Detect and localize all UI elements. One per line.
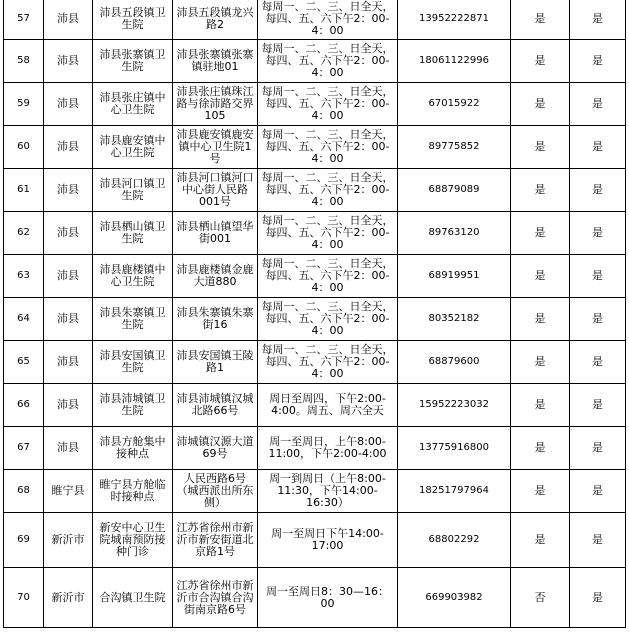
status-cell-a: 是 [511, 384, 570, 427]
status-cell-a: 是 [511, 298, 570, 341]
phone-cell: 68879089 [398, 169, 511, 212]
status-cell-b: 是 [570, 255, 626, 298]
site-name-cell: 沛县朱寨镇卫生院 [93, 298, 173, 341]
row-number-cell: 67 [4, 427, 44, 470]
site-name-cell: 沛县河口镇卫生院 [93, 169, 173, 212]
table-row [4, 126, 626, 169]
status-cell-b: 是 [570, 0, 626, 40]
status-cell-b: 是 [570, 427, 626, 470]
table-row [4, 341, 626, 384]
site-name-cell: 沛县张庄镇中心卫生院 [93, 83, 173, 126]
status-cell-b: 是 [570, 212, 626, 255]
table-row [4, 83, 626, 126]
address-cell: 沛县张寨镇张寨镇驻地01 [173, 40, 258, 83]
phone-cell: 669903982 [398, 568, 511, 628]
site-name-cell: 合沟镇卫生院 [93, 568, 173, 628]
status-cell-b: 是 [570, 169, 626, 212]
phone-cell: 13775916800 [398, 427, 511, 470]
address-cell: 沛县安国镇王陵路1 [173, 341, 258, 384]
county-cell: 沛县 [44, 169, 93, 212]
status-cell-a: 是 [511, 126, 570, 169]
status-cell-a: 是 [511, 40, 570, 83]
county-cell: 沛县 [44, 427, 93, 470]
phone-cell: 68919951 [398, 255, 511, 298]
phone-cell: 89775852 [398, 126, 511, 169]
hours-cell: 周一至周日，上午8:00-11:00，下午2:00-4:00 [258, 427, 398, 470]
phone-cell: 67015922 [398, 83, 511, 126]
phone-cell: 80352182 [398, 298, 511, 341]
county-cell: 沛县 [44, 255, 93, 298]
status-cell-a: 是 [511, 255, 570, 298]
county-cell: 沛县 [44, 83, 93, 126]
row-number-cell: 59 [4, 83, 44, 126]
address-cell: 沛县朱寨镇朱寨街16 [173, 298, 258, 341]
status-cell-b: 是 [570, 470, 626, 513]
county-cell: 新沂市 [44, 513, 93, 568]
row-number-cell: 66 [4, 384, 44, 427]
county-cell: 沛县 [44, 0, 93, 40]
hours-cell: 周一至周日下午14:00-17:00 [258, 513, 398, 568]
site-name-cell: 沛县方舱集中接种点 [93, 427, 173, 470]
table-row [4, 427, 626, 470]
status-cell-a: 是 [511, 427, 570, 470]
row-number-cell: 62 [4, 212, 44, 255]
table-row [4, 298, 626, 341]
county-cell: 睢宁县 [44, 470, 93, 513]
county-cell: 沛县 [44, 384, 93, 427]
table-row [4, 40, 626, 83]
status-cell-b: 是 [570, 83, 626, 126]
hours-cell: 每周一、二、三、日全天，每四、五、六下午2：00-4：00 [258, 255, 398, 298]
status-cell-a: 是 [511, 470, 570, 513]
row-number-cell: 69 [4, 513, 44, 568]
row-number-cell: 63 [4, 255, 44, 298]
address-cell: 沛县鹿安镇鹿安镇中心卫生院1号 [173, 126, 258, 169]
status-cell-a: 是 [511, 169, 570, 212]
site-name-cell: 沛县张寨镇卫生院 [93, 40, 173, 83]
table-row [4, 255, 626, 298]
address-cell: 沛县河口镇河口中心街人民路001号 [173, 169, 258, 212]
status-cell-b: 是 [570, 298, 626, 341]
county-cell: 新沂市 [44, 568, 93, 628]
phone-cell: 18061122996 [398, 40, 511, 83]
row-number-cell: 60 [4, 126, 44, 169]
site-name-cell: 沛县鹿楼镇中心卫生院 [93, 255, 173, 298]
phone-cell: 15952223032 [398, 384, 511, 427]
address-cell: 沛县沛城镇汉城北路66号 [173, 384, 258, 427]
address-cell: 江苏省徐州市新沂市合沟镇合沟街南京路6号 [173, 568, 258, 628]
county-cell: 沛县 [44, 298, 93, 341]
county-cell: 沛县 [44, 40, 93, 83]
table-row [4, 212, 626, 255]
status-cell-b: 是 [570, 126, 626, 169]
table-row [4, 568, 626, 628]
status-cell-a: 是 [511, 341, 570, 384]
table-row [4, 384, 626, 427]
row-number-cell: 65 [4, 341, 44, 384]
hours-cell: 每周一、二、三、日全天，每四、五、六下午2：00-4：00 [258, 83, 398, 126]
row-number-cell: 64 [4, 298, 44, 341]
status-cell-b: 是 [570, 341, 626, 384]
table-row [4, 513, 626, 568]
status-cell-b: 是 [570, 568, 626, 628]
address-cell: 江苏省徐州市新沂市新安街道北京路1号 [173, 513, 258, 568]
county-cell: 沛县 [44, 341, 93, 384]
vaccination-site-table [3, 0, 626, 628]
table-body [4, 0, 626, 628]
phone-cell: 68802292 [398, 513, 511, 568]
phone-cell: 89763120 [398, 212, 511, 255]
hours-cell: 每周一、二、三、日全天，每四、五、六下午2：00-4：00 [258, 169, 398, 212]
phone-cell: 13952222871 [398, 0, 511, 40]
status-cell-a: 是 [511, 0, 570, 40]
county-cell: 沛县 [44, 212, 93, 255]
site-name-cell: 新安中心卫生院城南预防接种门诊 [93, 513, 173, 568]
hours-cell: 周一到周日（上午8:00-11:30，下午14:00-16:30） [258, 470, 398, 513]
phone-cell: 68879600 [398, 341, 511, 384]
table-row [4, 169, 626, 212]
status-cell-a: 是 [511, 212, 570, 255]
hours-cell: 每周一、二、三、日全天，每四、五、六下午2：00-4：00 [258, 0, 398, 40]
site-name-cell: 睢宁县方舱临时接种点 [93, 470, 173, 513]
site-name-cell: 沛县安国镇卫生院 [93, 341, 173, 384]
hours-cell: 每周一、二、三、日全天，每四、五、六下午2：00-4：00 [258, 40, 398, 83]
status-cell-a: 是 [511, 83, 570, 126]
address-cell: 沛县五段镇龙兴路2 [173, 0, 258, 40]
hours-cell: 周一至周日8：30—16：00 [258, 568, 398, 628]
row-number-cell: 58 [4, 40, 44, 83]
status-cell-a: 是 [511, 513, 570, 568]
site-name-cell: 沛县栖山镇卫生院 [93, 212, 173, 255]
row-number-cell: 70 [4, 568, 44, 628]
status-cell-b: 是 [570, 384, 626, 427]
address-cell: 沛县鹿楼镇金鹿大道880 [173, 255, 258, 298]
table-row [4, 470, 626, 513]
hours-cell: 周日至周四，下午2:00-4:00。周五、周六全天 [258, 384, 398, 427]
address-cell: 人民西路6号（城西派出所东侧） [173, 470, 258, 513]
hours-cell: 每周一、二、三、日全天，每四、五、六下午2：00-4：00 [258, 126, 398, 169]
table-row [4, 0, 626, 40]
address-cell: 沛县张庄镇珠江路与徐沛路交界105 [173, 83, 258, 126]
hours-cell: 每周一、二、三、日全天，每四、五、六下午2：00-4：00 [258, 341, 398, 384]
site-name-cell: 沛县五段镇卫生院 [93, 0, 173, 40]
phone-cell: 18251797964 [398, 470, 511, 513]
status-cell-b: 是 [570, 513, 626, 568]
status-cell-b: 是 [570, 40, 626, 83]
hours-cell: 每周一、二、三、日全天，每四、五、六下午2：00-4：00 [258, 298, 398, 341]
site-name-cell: 沛县鹿安镇中心卫生院 [93, 126, 173, 169]
status-cell-a: 否 [511, 568, 570, 628]
hours-cell: 每周一、二、三、日全天，每四、五、六下午2：00-4：00 [258, 212, 398, 255]
row-number-cell: 57 [4, 0, 44, 40]
row-number-cell: 61 [4, 169, 44, 212]
site-name-cell: 沛县沛城镇卫生院 [93, 384, 173, 427]
row-number-cell: 68 [4, 470, 44, 513]
address-cell: 沛城镇汉源大道69号 [173, 427, 258, 470]
address-cell: 沛县栖山镇望华街001 [173, 212, 258, 255]
county-cell: 沛县 [44, 126, 93, 169]
